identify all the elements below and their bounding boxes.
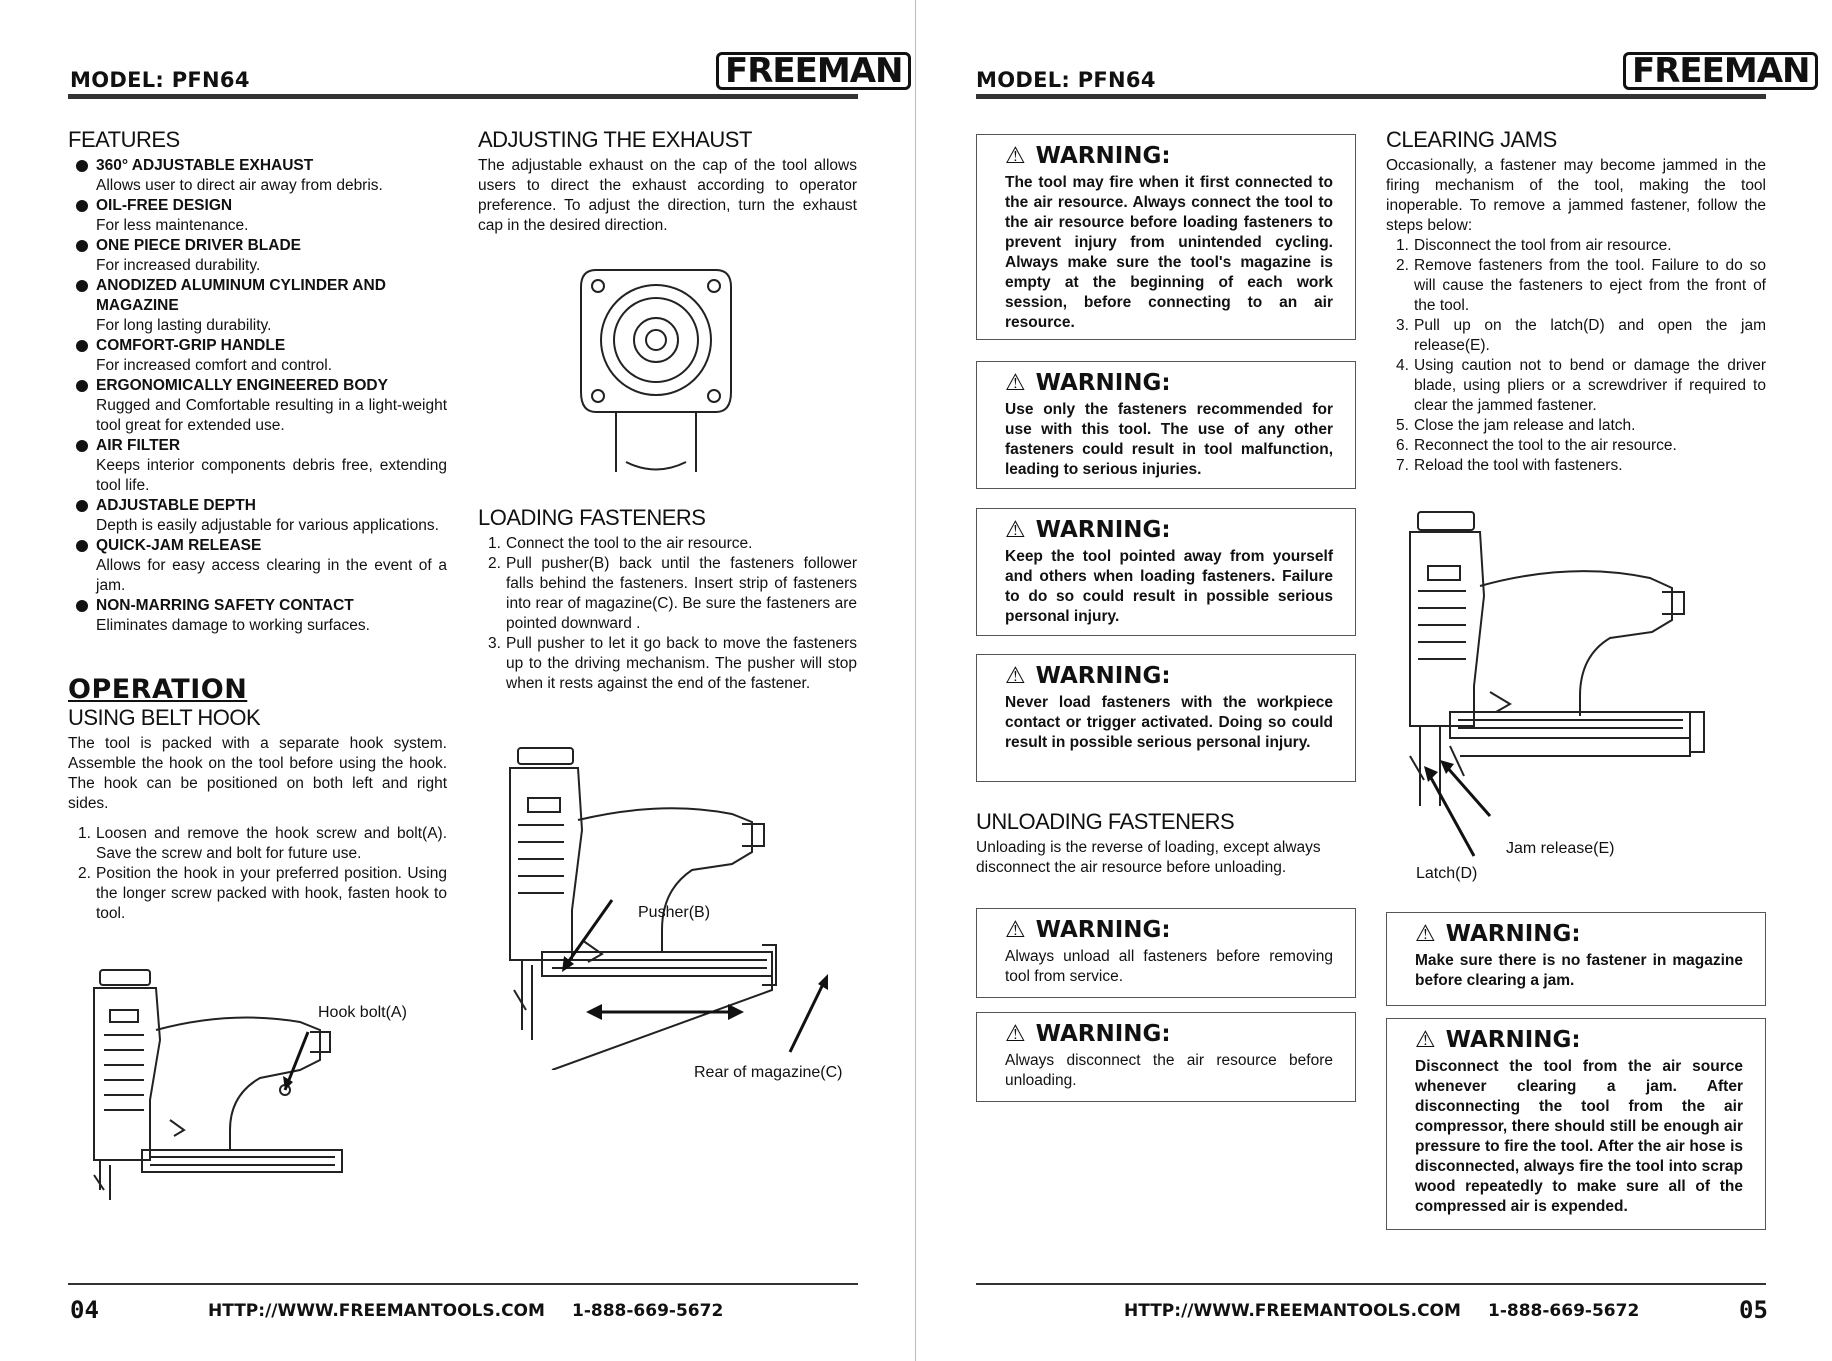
step-item: 2. Remove fasteners from the tool. Failure to do so will cause the fasteners to eject from the front of the tool. (1396, 257, 1766, 314)
warning-box: ⚠ WARNING: Always unload all fasteners before removing tool from service. (976, 908, 1356, 998)
model-header: MODEL: PFN64 (976, 68, 1156, 92)
freeman-logo: FREEMAN (1623, 52, 1818, 90)
belt-hook-steps (68, 824, 447, 924)
feature-item: NON-MARRING SAFETY CONTACT Eliminates damage to working surfaces. (68, 596, 447, 636)
exhaust-text: The adjustable exhaust on the cap of the tool allows users to direct the exhaust according to operator preference. To adjust the direction, turn the exhaust cap in the desired direction. (478, 157, 857, 234)
pusher-label: Pusher(B) (638, 904, 711, 921)
nailer-hook-figure (80, 960, 420, 1210)
warning-box: ⚠ WARNING: Use only the fasteners recommended for use with this tool. The use of any other fasteners could result in tool malfunction, leading to serious injuries. (976, 361, 1356, 489)
step-item: 6. Reconnect the tool to the air resource. (1396, 437, 1677, 454)
unloading-section (976, 809, 1356, 878)
exhaust-column (478, 127, 857, 236)
warning-box: ⚠ WARNING: Never load fasteners with the workpiece contact or trigger activated. Doing so could result in possible serious personal injury. (976, 654, 1356, 782)
feature-item: ERGONOMICALLY ENGINEERED BODY Rugged and Comfortable resulting in a light-weight tool great for extended use. (68, 376, 447, 436)
warning-triangle-icon: ⚠ (1005, 517, 1026, 543)
belt-hook-intro: The tool is packed with a separate hook system. Assemble the hook on the tool before using the hook. The hook can be positioned on both left and right sides. (68, 735, 447, 812)
warning-box: ⚠ WARNING: Make sure there is no fastener in magazine before clearing a jam. (1386, 912, 1766, 1006)
feature-item: COMFORT-GRIP HANDLE For increased comfort and control. (68, 336, 447, 376)
unloading-text: Unloading is the reverse of loading, except always disconnect the air resource before unloading. (976, 839, 1321, 876)
warning-triangle-icon: ⚠ (1415, 1027, 1436, 1053)
clearing-title: CLEARING JAMS (1386, 127, 1557, 152)
loading-title: LOADING FASTENERS (478, 505, 706, 530)
warning-triangle-icon: ⚠ (1005, 1021, 1026, 1047)
rear-magazine-label: Rear of magazine(C) (694, 1064, 843, 1081)
header-rule (68, 94, 858, 99)
nailer-jam-figure (1390, 506, 1770, 866)
step-item: 3. Pull up on the latch(D) and open the jam release(E). (1396, 317, 1766, 354)
step-item: 5. Close the jam release and latch. (1396, 417, 1636, 434)
warning-box: ⚠ WARNING: The tool may fire when it first connected to the air resource. Always connect the tool to the air resource before loading fasteners to prevent injury from unintended cycling. Always make sure the tool's magazine is empty at the beginning of each work session, before connecting to an air resource. (976, 134, 1356, 340)
footer-rule (68, 1283, 858, 1285)
feature-item: ONE PIECE DRIVER BLADE For increased durability. (68, 236, 447, 276)
step-item: 7. Reload the tool with fasteners. (1396, 457, 1623, 474)
operation-section (68, 674, 447, 924)
belt-hook-title: USING BELT HOOK (68, 705, 261, 730)
footer-rule (976, 1283, 1766, 1285)
warning-triangle-icon: ⚠ (1005, 370, 1026, 396)
feature-item: OIL-FREE DESIGN For less maintenance. (68, 196, 447, 236)
feature-item: ANODIZED ALUMINUM CYLINDER AND MAGAZINE For long lasting durability. (68, 276, 447, 336)
feature-item: 360° ADJUSTABLE EXHAUST Allows user to direct air away from debris. (68, 156, 447, 196)
warning-triangle-icon: ⚠ (1005, 917, 1026, 943)
clearing-steps (1386, 236, 1766, 476)
loading-steps (478, 534, 857, 694)
step-item: 1. Disconnect the tool from air resource. (1396, 237, 1672, 254)
warning-box: ⚠ WARNING: Disconnect the tool from the air source whenever clearing a jam. After disconnecting the tool from the air compressor, there should still be enough air pressure to fire the tool. After the air hose is disconnected, always fire the tool into scrap wood repeatedly to make sure all of the compressed air is expended. (1386, 1018, 1766, 1230)
header-rule (976, 94, 1766, 99)
loading-column (478, 505, 857, 694)
footer-phone: 1-888-669-5672 (1488, 1301, 1640, 1321)
feature-item: QUICK-JAM RELEASE Allows for easy access clearing in the event of a jam. (68, 536, 447, 596)
step-item: 1. Connect the tool to the air resource. (488, 535, 753, 552)
step-item: 4. Using caution not to bend or damage the driver blade, using pliers or a screwdriver if required to clear the jammed fastener. (1396, 357, 1766, 414)
page-number: 05 (1739, 1296, 1768, 1324)
step-item: 3. Pull pusher to let it go back to move the fasteners up to the driving mechanism. The pusher will stop when it rests against the end of the fastener. (488, 635, 857, 692)
clearing-column (1386, 127, 1766, 476)
features-column (68, 127, 447, 636)
warning-box: ⚠ WARNING: Keep the tool pointed away from yourself and others when loading fasteners. Failure to do so could result in possible serious personal injury. (976, 508, 1356, 636)
footer-url: HTTP://WWW.FREEMANTOOLS.COM (1124, 1301, 1461, 1321)
step-item: 2. Position the hook in your preferred position. Using the longer screw packed with hook, fasten hook to tool. (78, 865, 447, 922)
unloading-title: UNLOADING FASTENERS (976, 809, 1235, 834)
footer-phone: 1-888-669-5672 (572, 1301, 724, 1321)
warning-triangle-icon: ⚠ (1005, 143, 1026, 169)
step-item: 2. Pull pusher(B) back until the fasteners follower falls behind the fasteners. Insert strip of fasteners into rear of magazine(C). Be sure the fasteners are pointed downward . (488, 555, 857, 632)
model-header: MODEL: PFN64 (70, 68, 250, 92)
feature-item: AIR FILTER Keeps interior components debris free, extending tool life. (68, 436, 447, 496)
warning-triangle-icon: ⚠ (1415, 921, 1436, 947)
page-number: 04 (70, 1296, 99, 1324)
feature-item: ADJUSTABLE DEPTH Depth is easily adjustable for various applications. (68, 496, 447, 536)
latch-label: Latch(D) (1416, 865, 1478, 882)
exhaust-title: ADJUSTING THE EXHAUST (478, 127, 752, 152)
hook-bolt-label: Hook bolt(A) (318, 1004, 407, 1021)
clearing-intro: Occasionally, a fastener may become jammed in the firing mechanism of the tool, making the tool inoperable. To remove a jammed fastener, follow the steps below: (1386, 157, 1766, 234)
features-list (68, 156, 447, 636)
warning-triangle-icon: ⚠ (1005, 663, 1026, 689)
jam-release-label: Jam release(E) (1506, 840, 1615, 857)
footer-url: HTTP://WWW.FREEMANTOOLS.COM (208, 1301, 545, 1321)
exhaust-cap-figure (576, 262, 736, 482)
right-page (916, 0, 1832, 1361)
warning-box: ⚠ WARNING: Always disconnect the air resource before unloading. (976, 1012, 1356, 1102)
operation-title: OPERATION (68, 674, 248, 705)
step-item: 1. Loosen and remove the hook screw and bolt(A). Save the screw and bolt for future use. (78, 825, 447, 862)
features-title: FEATURES (68, 127, 180, 152)
freeman-logo: FREEMAN (716, 52, 911, 90)
